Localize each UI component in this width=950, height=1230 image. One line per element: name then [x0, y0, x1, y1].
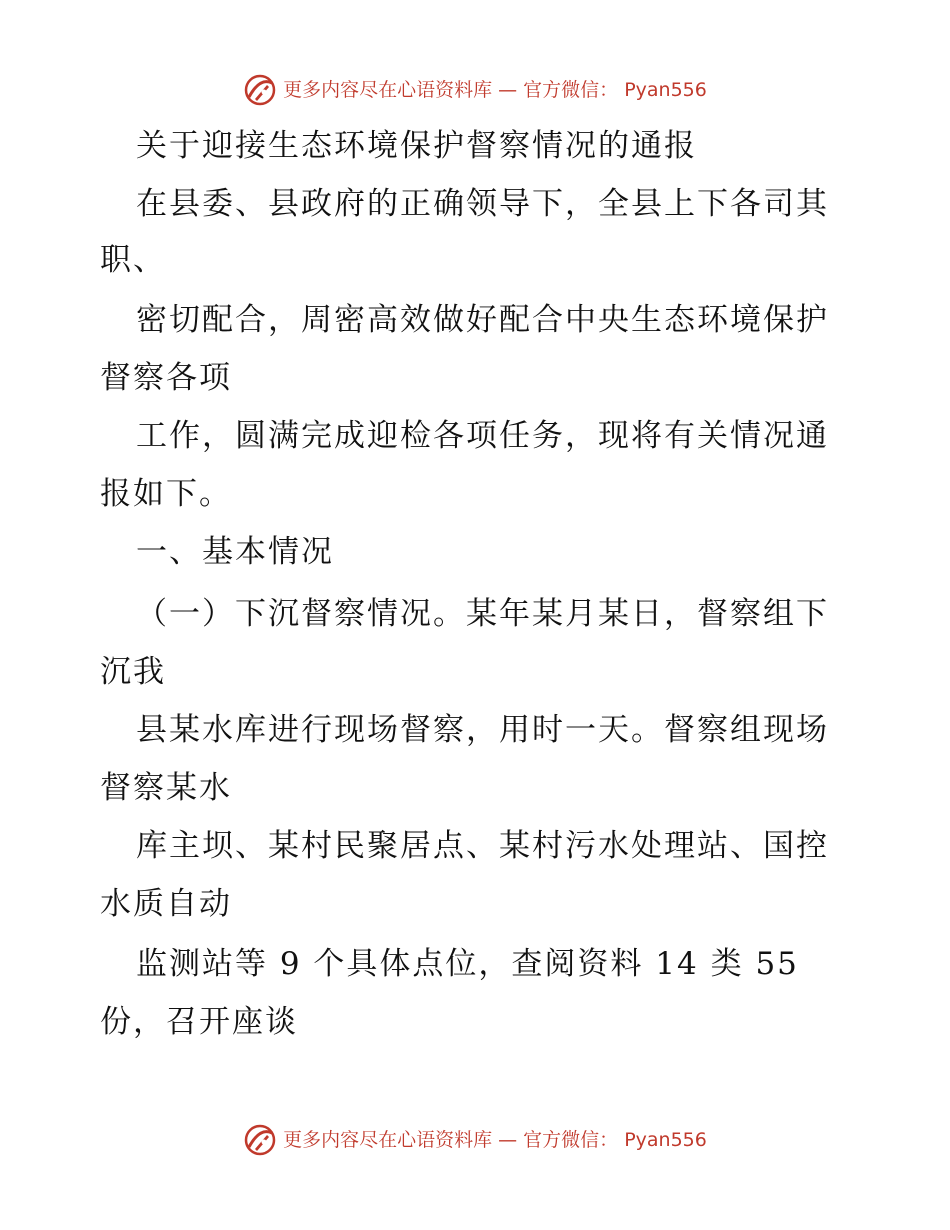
footer-watermark	[0, 1120, 950, 1160]
watermark-main-text: 更多内容尽在心语资料库	[283, 78, 493, 101]
paragraph-line: 报如下。	[100, 476, 232, 512]
paragraph-line: 督察各项	[100, 360, 232, 396]
paragraph-line: 督察某水	[100, 770, 232, 806]
paragraph-line: （一）下沉督察情况。某年某月某日，督察组下	[136, 596, 829, 632]
watermark-wechat-id: Pyan556	[624, 1128, 707, 1151]
paragraph-line: 在县委、县政府的正确领导下，全县上下各司其	[136, 186, 829, 222]
paragraph-line: 县某水库进行现场督察，用时一天。督察组现场	[136, 712, 829, 748]
watermark-wechat-label: 官方微信：	[523, 1128, 619, 1151]
paragraph-line: 监测站等 9 个具体点位，查阅资料 14 类 55	[136, 946, 799, 982]
pen-logo-icon	[243, 1123, 277, 1157]
paragraph-line: 库主坝、某村民聚居点、某村污水处理站、国控	[136, 828, 829, 864]
watermark-dash: —	[498, 78, 518, 101]
watermark-wechat-id: Pyan556	[624, 78, 707, 101]
section-heading: 一、基本情况	[136, 534, 334, 570]
document-title: 关于迎接生态环境保护督察情况的通报	[136, 128, 697, 164]
paragraph-line: 工作，圆满完成迎检各项任务，现将有关情况通	[136, 418, 829, 454]
paragraph-line: 职、	[100, 242, 166, 278]
watermark-main-text: 更多内容尽在心语资料库	[283, 1128, 493, 1151]
paragraph-line: 水质自动	[100, 886, 232, 922]
watermark-wechat-label: 官方微信：	[523, 78, 619, 101]
paragraph-line: 密切配合，周密高效做好配合中央生态环境保护	[136, 302, 829, 338]
watermark-dash: —	[498, 1128, 518, 1151]
paragraph-line: 份，召开座谈	[100, 1004, 298, 1040]
paragraph-line: 沉我	[100, 654, 166, 690]
